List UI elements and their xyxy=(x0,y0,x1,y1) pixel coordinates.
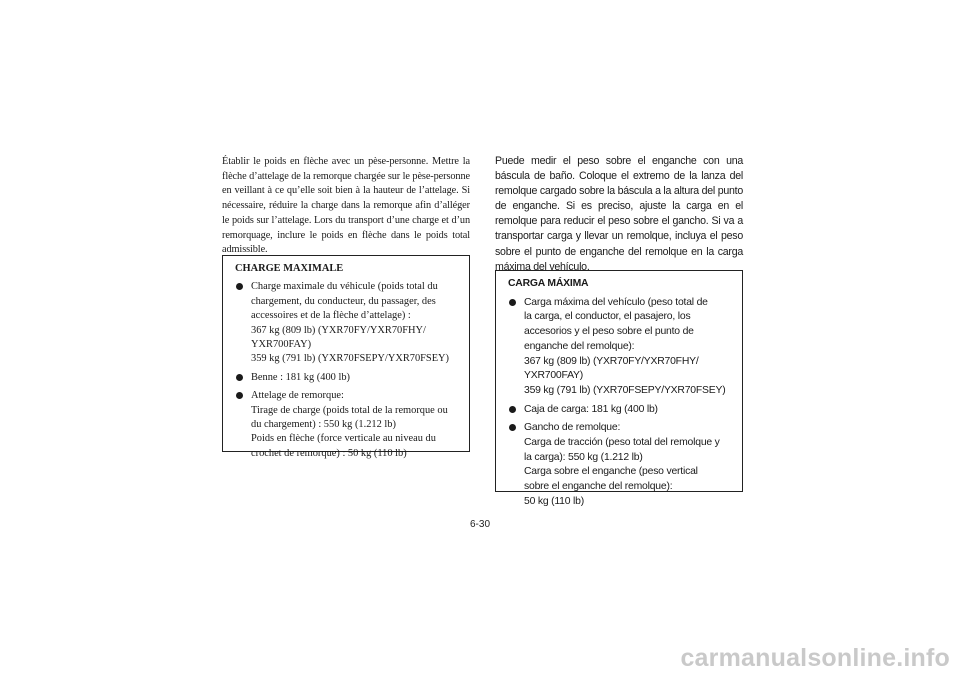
bullet-icon xyxy=(236,283,243,290)
spec-line: Caja de carga: 181 kg (400 lb) xyxy=(524,403,658,415)
bullet-icon xyxy=(236,374,243,381)
spec-line: crochet de remorque) : 50 kg (110 lb) xyxy=(251,447,407,459)
spec-line: Benne : 181 kg (400 lb) xyxy=(251,371,350,383)
spec-line: 367 kg (809 lb) (YXR70FY/YXR70FHY/ xyxy=(251,324,426,336)
spec-line: 359 kg (791 lb) (YXR70FSEPY/YXR70FSEY) xyxy=(524,384,726,396)
french-spec-title: CHARGE MAXIMALE xyxy=(235,263,344,274)
spec-item xyxy=(235,389,463,461)
spec-line: Carga sobre el enganche (peso vertical xyxy=(524,466,698,478)
spec-line: YXR700FAY) xyxy=(251,339,312,351)
spanish-paragraph: Puede medir el peso sobre el enganche con una báscula de baño. Coloque el extremo de la lanza del remolque cargado sobre la báscula a la altura del punto de enganche. Si es preciso, ajuste la carga en el remolque para reducir el peso sobre el gancho. Si va a transportar carga y llevar un remolque, incluya el peso sobre el punto de enganche del remolque en la carga máxima del vehículo. xyxy=(495,155,743,273)
spec-line: Poids en flèche (force verticale au niveau du xyxy=(251,433,436,445)
spec-item xyxy=(235,371,463,385)
spec-line: 367 kg (809 lb) (YXR70FY/YXR70FHY/ xyxy=(524,355,699,367)
spanish-column xyxy=(495,154,743,275)
spec-item xyxy=(235,280,463,366)
french-spec-box xyxy=(222,255,470,459)
spec-line: la carga): 550 kg (1.212 lb) xyxy=(524,451,643,463)
spec-line: Tirage de charge (poids total de la remorque ou xyxy=(251,404,448,416)
watermark: carmanualsonline.info xyxy=(680,644,950,672)
spec-line: accessoires et de la flèche d’attelage) : xyxy=(251,310,411,322)
page-number: 6-30 xyxy=(469,519,490,530)
spec-line: Carga de tracción (peso total del remolque y xyxy=(524,437,720,449)
spec-line: accesorios y el peso sobre el punto de xyxy=(524,326,694,338)
spec-line: sobre el enganche del remolque): xyxy=(524,481,673,493)
bullet-icon xyxy=(236,392,243,399)
spec-line: 50 kg (110 lb) xyxy=(524,495,584,507)
spec-line: Charge maximale du véhicule (poids total du xyxy=(251,281,438,293)
spec-line: la carga, el conductor, el pasajero, los xyxy=(524,311,691,323)
spec-item xyxy=(508,403,736,418)
spanish-spec-box xyxy=(495,270,743,507)
spanish-spec-list xyxy=(508,296,736,510)
spec-line: du chargement) : 550 kg (1.212 lb) xyxy=(251,419,396,431)
bullet-icon xyxy=(509,406,516,413)
spec-line: Carga máxima del vehículo (peso total de xyxy=(524,296,708,308)
bullet-icon xyxy=(509,299,516,306)
french-column xyxy=(222,155,470,258)
spec-line: chargement, du conducteur, du passager, des xyxy=(251,295,436,307)
spanish-spec-title: CARGA MÁXIMA xyxy=(508,278,589,289)
french-paragraph: Établir le poids en flèche avec un pèse-personne. Mettre la flèche d’attelage de la remorque chargée sur le pèse-personne en veillant à ce qu’elle soit bien à la hauteur de l’attelage. Si nécessaire, réduire la charge dans la remorque afin d’alléger le poids sur l’attelage. Lors du transport d’une charge et d’un remorquage, inclure le poids en flèche dans le poids total admissible. xyxy=(222,156,470,256)
spec-line: YXR700FAY) xyxy=(524,370,584,382)
spec-line: Attelage de remorque: xyxy=(251,390,344,402)
spec-line: enganche del remolque): xyxy=(524,340,635,352)
spec-line: 359 kg (791 lb) (YXR70FSEPY/YXR70FSEY) xyxy=(251,353,450,365)
bullet-icon xyxy=(509,424,516,431)
french-spec-list xyxy=(235,280,463,461)
spec-line: Gancho de remolque: xyxy=(524,422,621,434)
spec-item xyxy=(508,296,736,399)
spec-item xyxy=(508,421,736,509)
